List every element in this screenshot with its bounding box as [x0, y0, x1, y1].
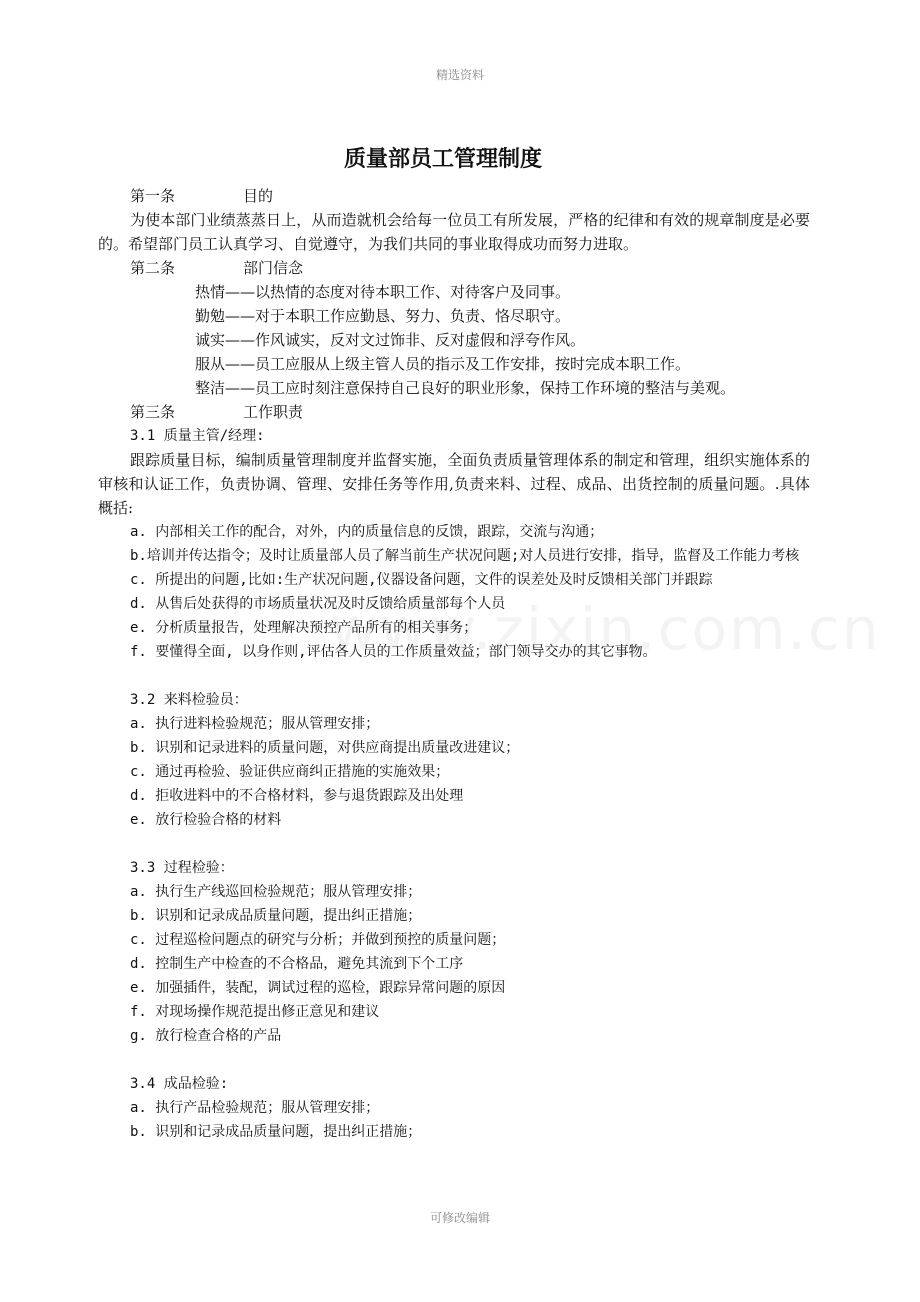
- article-label: 第一条: [130, 187, 176, 205]
- footer-note: 可修改编辑: [429, 1211, 490, 1225]
- list-item: d. 从售后处获得的市场质量状况及时反馈给质量部每个人员: [130, 596, 506, 612]
- list-item: e. 放行检验合格的材料: [130, 812, 282, 828]
- article-1-heading: [98, 184, 810, 208]
- list-item: c. 所提出的问题,比如:生产状况问题,仪器设备问题，文件的误差处及时反馈相关部门并跟踪: [130, 572, 713, 588]
- list-item: b.培训并传达指令；及时让质量部人员了解当前生产状况问题;对人员进行安排，指导，监督及工作能力考核: [130, 548, 800, 564]
- list-item: f. 要懂得全面, 以身作则,评估各人员的工作质量效益；部门领导交办的其它事物。: [130, 644, 657, 660]
- list-item: e. 加强插件，装配，调试过程的巡检，跟踪异常问题的原因: [130, 980, 506, 996]
- article-1-body: 为使本部门业绩蒸蒸日上，从而造就机会给每一位员工有所发展，严格的纪律和有效的规章制度是必要的。希望部门员工认真学习、自觉遵守，为我们共同的事业取得成功而努力进取。: [98, 211, 810, 253]
- belief-item: 热情——以热情的态度对待本职工作、对待客户及同事。: [195, 283, 571, 301]
- belief-item: 勤勉——对于本职工作应勤恳、努力、负责、恪尽职守。: [195, 307, 571, 325]
- belief-item: 整洁——员工应时刻注意保持自己良好的职业形象，保持工作环境的整洁与美观。: [195, 379, 736, 397]
- belief-item: 诚实——作风诚实，反对文过饰非、反对虚假和浮夸作风。: [195, 331, 586, 349]
- list-item: c. 通过再检验、验证供应商纠正措施的实施效果；: [130, 764, 450, 780]
- document-body: [98, 184, 810, 1144]
- list-item: a. 内部相关工作的配合，对外，内的质量信息的反馈，跟踪，交流与沟通；: [130, 524, 604, 540]
- article-heading: 目的: [243, 187, 274, 205]
- section-3-1-heading: 3.1 质量主管/经理:: [130, 428, 265, 444]
- list-item: a. 执行产品检验规范；服从管理安排；: [130, 1100, 380, 1116]
- document-title: 质量部员工管理制度: [343, 146, 542, 172]
- list-item: a. 执行进料检验规范；服从管理安排；: [130, 716, 380, 732]
- list-item: b. 识别和记录成品质量问题，提出纠正措施；: [130, 908, 422, 924]
- section-3-2-heading: 3.2 来料检验员：: [130, 692, 248, 708]
- list-item: a. 执行生产线巡回检验规范；服从管理安排；: [130, 884, 422, 900]
- spacer: [98, 832, 810, 856]
- article-heading: 工作职责: [243, 403, 304, 421]
- list-item: f. 对现场操作规范提出修正意见和建议: [130, 1004, 380, 1020]
- spacer: [98, 1048, 810, 1072]
- header-note: 精选资料: [435, 68, 484, 82]
- list-item: b. 识别和记录进料的质量问题，对供应商提出质量改进建议；: [130, 740, 520, 756]
- article-label: 第三条: [130, 403, 176, 421]
- list-item: d. 控制生产中检查的不合格品，避免其流到下个工序: [130, 956, 464, 972]
- list-item: c. 过程巡检问题点的研究与分析；并做到预控的质量问题；: [130, 932, 506, 948]
- list-item: e. 分析质量报告，处理解决预控产品所有的相关事务；: [130, 620, 478, 636]
- list-item: b. 识别和记录成品质量问题，提出纠正措施；: [130, 1124, 422, 1140]
- section-3-4-heading: 3.4 成品检验:: [130, 1076, 229, 1092]
- spacer: [98, 664, 810, 688]
- list-item: d. 拒收进料中的不合格材料，参与退货跟踪及出处理: [130, 788, 464, 804]
- article-2-heading: [98, 256, 810, 280]
- article-3-heading: [98, 400, 810, 424]
- article-label: 第二条: [130, 259, 176, 277]
- list-item: g. 放行检查合格的产品: [130, 1028, 282, 1044]
- section-3-1-intro: 跟踪质量目标，编制质量管理制度并监督实施，全面负责质量管理体系的制定和管理，组织实施体系的审核和认证工作，负责协调、管理、安排任务等作用,负责来料、过程、成品、出货控制的质量问题。.具体概括:: [98, 451, 810, 517]
- article-heading: 部门信念: [243, 259, 304, 277]
- section-3-3-heading: 3.3 过程检验：: [130, 860, 234, 876]
- belief-item: 服从——员工应服从上级主管人员的指示及工作安排，按时完成本职工作。: [195, 355, 691, 373]
